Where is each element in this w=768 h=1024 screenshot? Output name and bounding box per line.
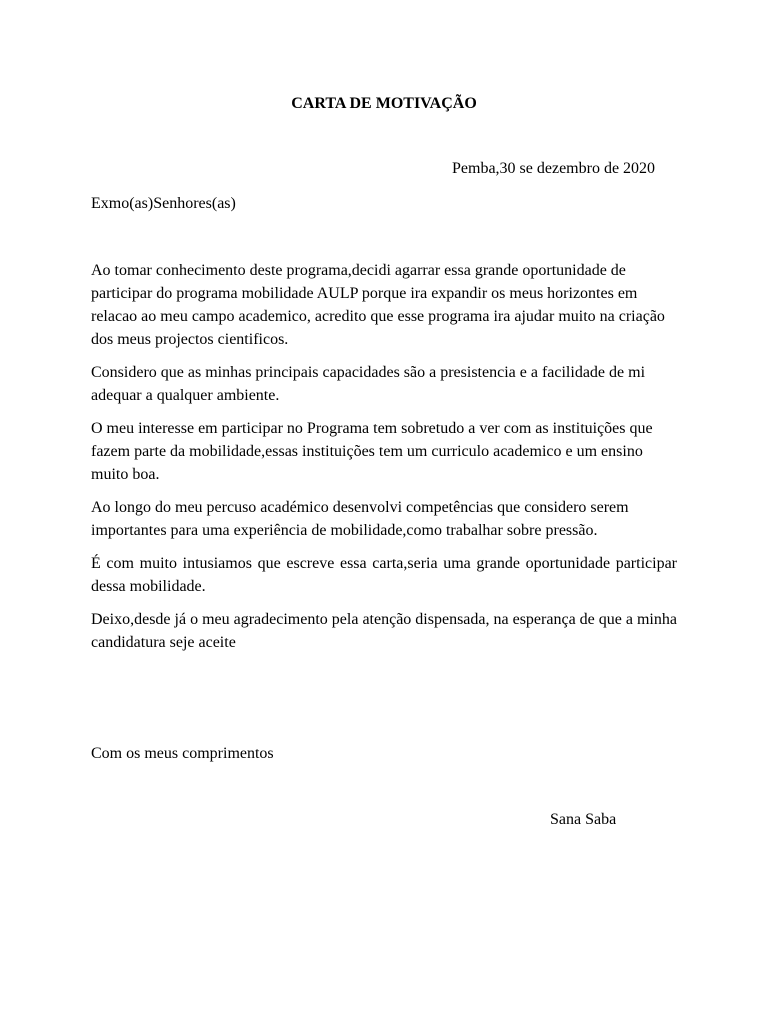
letter-paragraph: Ao tomar conhecimento deste programa,decidi agarrar essa grande oportunidade de participar do programa mobilidade AULP porque ira expandir os meus horizontes em relacao ao meu campo academico, acredito que esse programa ira ajudar muito na criação dos meus projectos cientificos.	[91, 262, 665, 348]
letter-paragraph: Ao longo do meu percuso académico desenvolvi competências que considero serem importantes para uma experiência de mobilidade,como trabalhar sobre pressão.	[91, 499, 629, 539]
letter-paragraph: O meu interesse em participar no Programa tem sobretudo a ver com as instituições que fazem parte da mobilidade,essas instituições tem um curriculo academico e um ensino muito boa.	[91, 420, 653, 483]
letter-paragraph: É com muito intusiamos que escreve essa carta,seria uma grande oportunidade participar dessa mobilidade.	[91, 555, 677, 595]
letter-closing: Com os meus comprimentos	[91, 745, 274, 762]
letter-body	[91, 259, 677, 664]
letter-date: Pemba,30 se dezembro de 2020	[452, 160, 656, 177]
letter-paragraph: Deixo,desde já o meu agradecimento pela atenção dispensada, na esperança de que a minha candidatura seje aceite	[91, 611, 677, 651]
letter-signature: Sana Saba	[550, 811, 617, 828]
letter-title-text: CARTA DE MOTIVAÇÃO	[291, 95, 477, 112]
letter-title	[0, 92, 768, 115]
letter-paragraph: Considero que as minhas principais capacidades são a presistencia e a facilidade de mi adequar a qualquer ambiente.	[91, 364, 646, 404]
letter-salutation: Exmo(as)Senhores(as)	[91, 195, 236, 212]
